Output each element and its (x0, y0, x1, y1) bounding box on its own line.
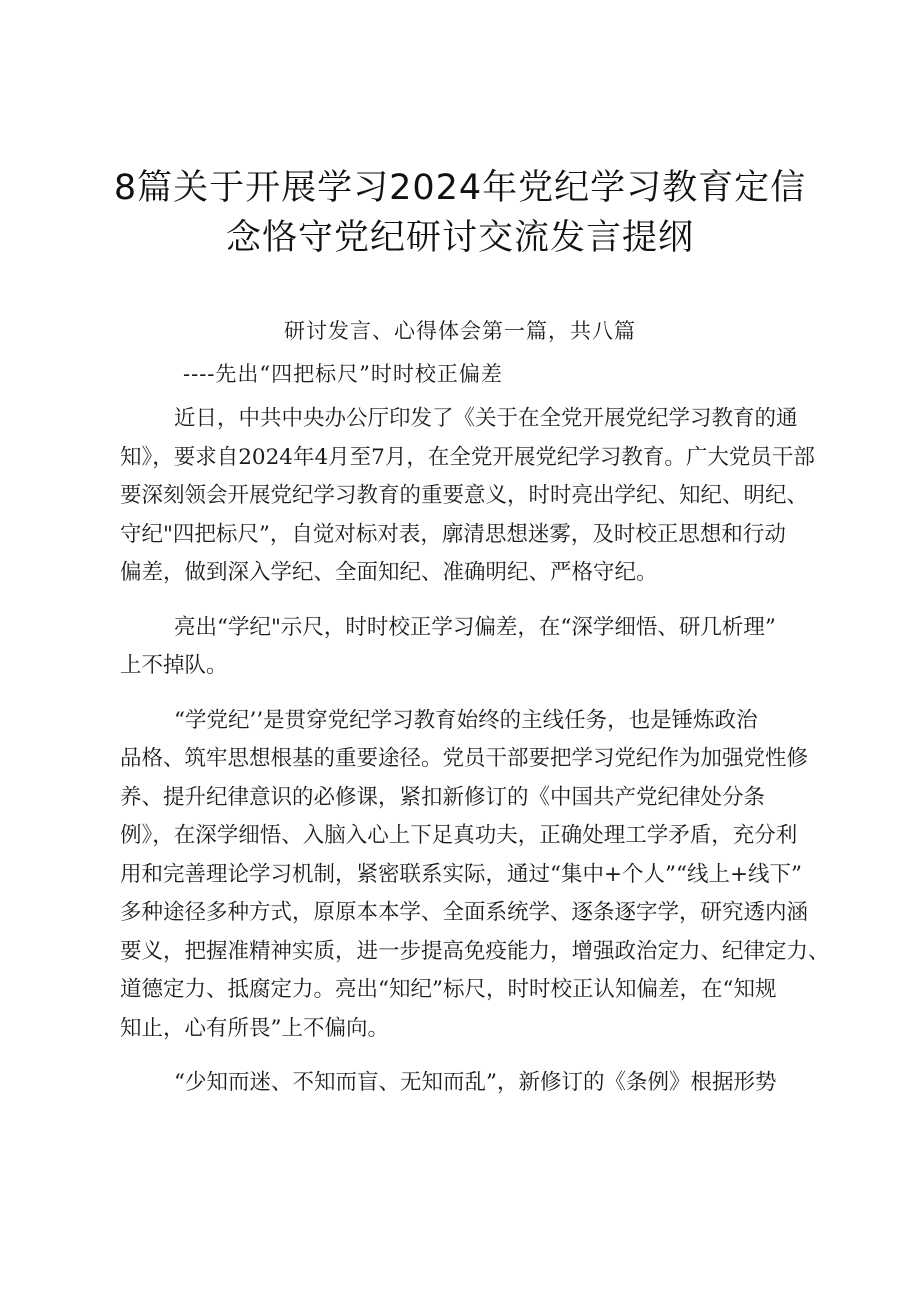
paragraph-3-line-3: 养、提升纪律意识的必修课，紧扣新修订的《中国共产党纪律处分条 (120, 784, 766, 810)
paragraph-3-line-7: 要义，把握准精神实质，进一步提高免疫能力，增强政治定力、纪律定力、 (120, 938, 830, 964)
paragraph-1-line-3: 要深刻领会开展党纪学习教育的重要意义，时时亮出学纪、知纪、明纪、 (120, 483, 809, 508)
paragraph-3-line-9: 知止，心有所畏”上不偏向。 (120, 1015, 389, 1041)
paragraph-1-line-1: 近日，中共中央办公厅印发了《关于在全党开展党纪学习教育的通 (174, 406, 798, 431)
paragraph-1-line-5: 偏差，做到深入学纪、全面知纪、准确明纪、严格守纪。 (120, 560, 658, 585)
document-body (120, 400, 830, 1103)
paragraph-4-line-1: “少知而迷、不知而盲、无知而乱”，新修订的《条例》根据形势 (174, 1070, 777, 1095)
paragraph-2-line-1: 亮出“学纪"示尺，时时校正学习偏差，在“深学细悟、研几析理” (174, 614, 776, 640)
paragraph-3-line-6: 多种途径多种方式，原原本本学、全面系统学、逐条逐字学，研究透内涵 (120, 900, 809, 925)
paragraph-3-line-8: 道德定力、抵腐定力。亮出“知纪”标尺，时时校正认知偏差，在“知规 (120, 977, 777, 1002)
paragraph-1-line-4: 守纪"四把标尺”，自觉对标对表，廓清思想迷雾，及时校正思想和行动 (120, 521, 786, 547)
paragraph-3-line-4: 例》，在深学细悟、入脑入心上下足真功夫，正确处理工学矛盾，充分利 (120, 823, 798, 848)
paragraph-3-line-1: “学党纪’’是贯穿党纪学习教育始终的主线任务，也是锤炼政治 (174, 707, 758, 733)
paragraph-gap (120, 686, 820, 702)
document-title (100, 163, 820, 263)
paragraph-gap (120, 1048, 820, 1064)
document-subtitle: 研讨发言、心得体会第一篇，共八篇 (284, 319, 636, 343)
title-line-2: 念恪守党纪研讨交流发言提纲 (225, 218, 694, 258)
paragraph-3-line-5: 用和完善理论学习机制，紧密联系实际，通过“集中+个人”“线上+线下” (120, 861, 802, 887)
paragraph-gap (120, 593, 820, 609)
section-heading: ----先出“四把标尺”时时校正偏差 (183, 362, 503, 386)
paragraph-1-line-2: 知》，要求自2024年4月至7月，在全党开展党纪学习教育。广大党员干部 (120, 444, 815, 470)
paragraph-3-line-2: 品格、筑牢思想根基的重要途径。党员干部要把学习党纪作为加强党性修 (120, 746, 809, 771)
paragraph-2-line-2: 上不掉队。 (120, 653, 228, 678)
title-line-1: 8篇关于开展学习2024年党纪学习教育定信 (113, 168, 807, 208)
